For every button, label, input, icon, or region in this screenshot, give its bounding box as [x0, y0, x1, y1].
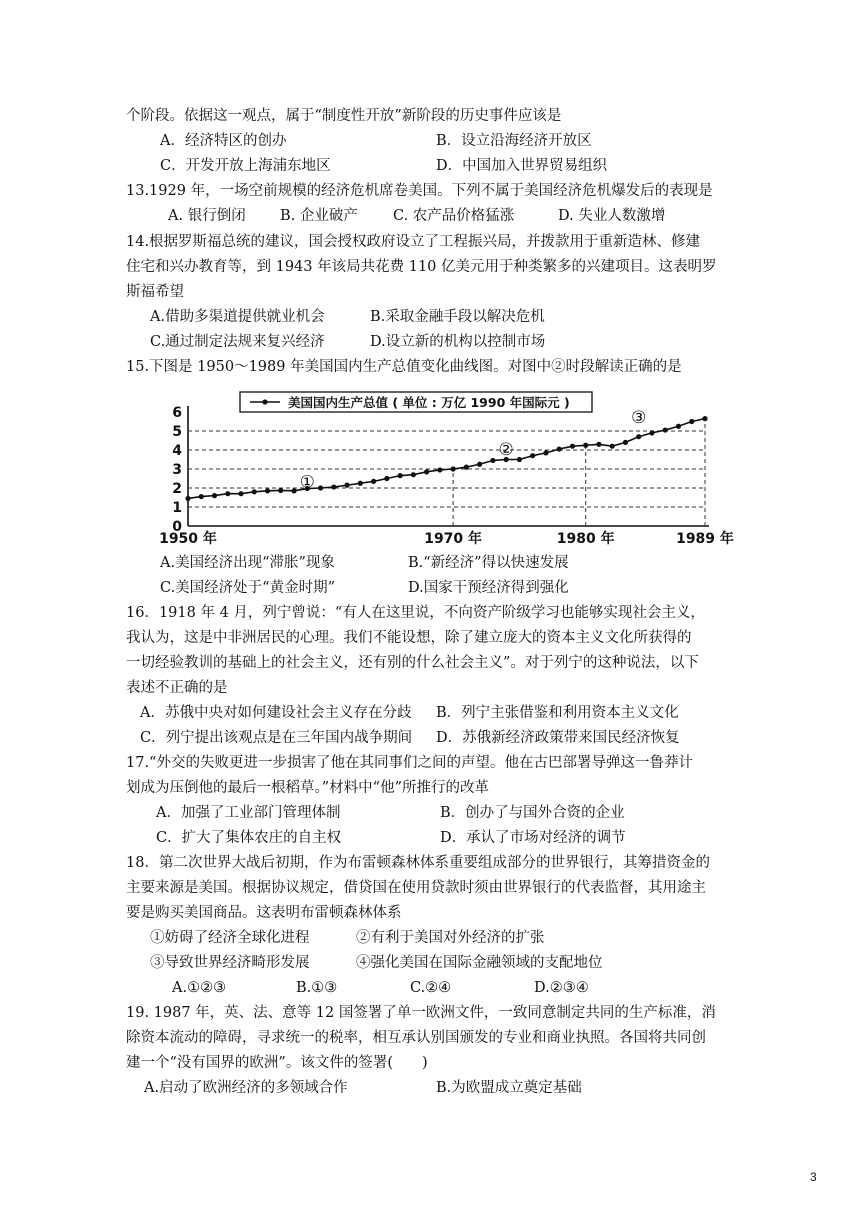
legend-point-sample	[262, 399, 267, 404]
y-tick-label: 4	[172, 443, 182, 459]
q14-option-d: D.设立新的机构以控制市场	[370, 334, 546, 350]
q18-option-d: D.②③④	[534, 980, 589, 996]
data-point	[318, 485, 323, 490]
data-point	[623, 440, 628, 445]
data-point	[358, 481, 363, 486]
data-point	[689, 419, 694, 424]
q17-stem-line2: 划成为压倒他的最后一根稻草。”材料中“他”所推行的改革	[126, 780, 489, 796]
q16-option-b: B．列宁主张借鉴和利用资本主义文化	[436, 705, 679, 721]
data-point	[464, 465, 469, 470]
q15-option-c: C.美国经济处于“黄金时期”	[160, 580, 336, 596]
x-tick-label: 1950 年	[159, 531, 217, 547]
x-tick-label: 1970 年	[424, 531, 483, 547]
q13-option-d: D. 失业人数激增	[558, 208, 666, 224]
data-point	[398, 473, 403, 478]
q13-option-a: A. 银行倒闭	[168, 208, 246, 224]
chart-axes	[159, 405, 734, 547]
y-tick-label: 3	[172, 462, 182, 478]
data-point	[543, 450, 548, 455]
y-tick-label: 1	[172, 500, 182, 516]
q17-option-a: A．加强了工业部门管理体制	[156, 805, 341, 821]
q17-option-d: D．承认了市场对经济的调节	[440, 830, 626, 846]
data-point	[265, 488, 270, 493]
q19-stem-line1: 19. 1987 年，英、法、意等 12 国签署了单一欧洲文件，一致同意制定共同的生产标准，消	[126, 1005, 716, 1021]
q16-stem-line4: 表述不正确的是	[126, 680, 228, 696]
q18-option-a: A.①②③	[172, 980, 227, 996]
data-point	[702, 416, 707, 421]
x-tick-label: 1980 年	[556, 531, 615, 547]
data-point	[596, 442, 601, 447]
q16-option-d: D．苏俄新经济政策带来国民经济恢复	[436, 730, 680, 746]
data-point	[212, 493, 217, 498]
data-point	[411, 472, 416, 477]
q17-option-c: C．扩大了集体农庄的自主权	[156, 830, 342, 846]
q19-stem-line3: 建一个“没有国界的欧洲”。该文件的签署( )	[126, 1055, 428, 1071]
q16-stem-line2: 我认为，这是中非洲居民的心理。我们不能设想，除了建立庞大的资本主义文化所获得的	[126, 630, 692, 646]
q14-option-a: A.借助多渠道提供就业机会	[150, 309, 325, 325]
x-tick-label: 1989 年	[676, 531, 734, 547]
data-point	[517, 457, 522, 462]
data-point	[676, 424, 681, 429]
q12-option-c: C．开发开放上海浦东地区	[160, 158, 331, 174]
data-point	[451, 466, 456, 471]
q18-statement-4: ④强化美国在国际金融领域的支配地位	[356, 955, 603, 971]
q16-stem-line1: 16．1918 年 4 月，列宁曾说：“有人在这里说，不向资产阶级学习也能够实现社会主义，	[126, 605, 705, 621]
q15-option-b: B.“新经济”得以快速发展	[408, 555, 569, 571]
page-number: 3	[810, 1170, 817, 1184]
period-marker: ③	[631, 407, 647, 428]
q16-option-c: C．列宁提出该观点是在三年国内战争期间	[140, 730, 413, 746]
q16-option-a: A．苏俄中央对如何建设社会主义存在分歧	[140, 705, 412, 721]
q14-option-b: B.采取金融手段以解决危机	[370, 309, 545, 325]
q19-stem-line2: 除资本流动的障碍，寻求统一的税率，相互承认别国颁发的专业和商业执照。各国将共同创	[126, 1030, 706, 1046]
gdp-line-chart	[150, 386, 750, 550]
chart-guides	[188, 419, 705, 526]
q15-stem: 15.下图是 1950～1989 年美国国内生产总值变化曲线图。对图中②时段解读正确的是	[126, 359, 682, 375]
data-point	[490, 458, 495, 463]
data-point	[530, 453, 535, 458]
q12-option-a: A．经济特区的创办	[160, 133, 287, 149]
data-point	[424, 469, 429, 474]
q13-option-c: C. 农产品价格猛涨	[393, 208, 515, 224]
y-tick-label: 0	[172, 519, 182, 535]
y-tick-label: 5	[172, 424, 182, 440]
q13-option-b: B. 企业破产	[280, 208, 358, 224]
q19-option-a: A.启动了欧洲经济的多领域合作	[144, 1080, 348, 1096]
data-point	[477, 462, 482, 467]
q17-stem-line1: 17.“外交的失败更进一步损害了他在其同事们之间的声望。他在古巴部署导弹这一鲁莽计	[126, 755, 693, 771]
q12-option-b: B．设立沿海经济开放区	[436, 133, 592, 149]
q14-stem-line1: 14.根据罗斯福总统的建议，国会授权政府设立了工程振兴局，并拨款用于重新造林、修建	[126, 234, 701, 250]
chart-series	[185, 408, 707, 501]
chart-legend	[240, 392, 592, 412]
data-point	[344, 483, 349, 488]
data-point	[252, 489, 257, 494]
q12-option-d: D．中国加入世界贸易组织	[436, 158, 608, 174]
data-point	[437, 467, 442, 472]
data-point	[649, 430, 654, 435]
q18-option-c: C.②④	[410, 980, 452, 996]
q12-stem: 个阶段。依据这一观点，属于“制度性开放”新阶段的历史事件应该是	[126, 108, 562, 124]
data-point	[663, 427, 668, 432]
data-point	[384, 476, 389, 481]
data-point	[225, 491, 230, 496]
data-point	[371, 479, 376, 484]
data-point	[583, 443, 588, 448]
q18-stem-line2: 主要来源是美国。根据协议规定，借贷国在使用贷款时须由世界银行的代表监督，其用途主	[126, 880, 706, 896]
q14-stem-line3: 斯福希望	[126, 284, 184, 300]
q17-option-b: B．创办了与国外合资的企业	[440, 805, 625, 821]
q18-stem-line3: 要是购买美国商品。这表明布雷顿森林体系	[126, 905, 402, 921]
data-point	[238, 491, 243, 496]
q18-stem-line1: 18．第二次世界大战后初期，作为布雷顿森林体系重要组成部分的世界银行，其筹措资金的	[126, 855, 710, 871]
data-point	[557, 446, 562, 451]
q18-statement-3: ③导致世界经济畸形发展	[150, 955, 310, 971]
data-point	[610, 444, 615, 449]
data-point	[636, 434, 641, 439]
q15-option-a: A.美国经济出现“滞胀”现象	[160, 555, 335, 571]
data-point	[291, 488, 296, 493]
legend-label: 美国国内生产总值 ( 单位 : 万亿 1990 年国际元 )	[288, 395, 570, 410]
q18-statement-2: ②有利于美国对外经济的扩张	[356, 930, 545, 946]
q19-option-b: B.为欧盟成立奠定基础	[436, 1080, 582, 1096]
data-point	[199, 494, 204, 499]
period-marker: ②	[498, 440, 514, 461]
q18-option-b: B.①③	[296, 980, 338, 996]
data-point	[185, 496, 190, 501]
q18-statement-1: ①妨碍了经济全球化进程	[150, 930, 310, 946]
q14-stem-line2: 住宅和兴办教育等，到 1943 年该局共花费 110 亿美元用于种类繁多的兴建项目。这表明罗	[126, 259, 717, 275]
y-tick-label: 6	[172, 405, 182, 421]
q16-stem-line3: 一切经验教训的基础上的社会主义，还有别的什么社会主义”。对于列宁的这种说法，以下	[126, 655, 699, 671]
q15-option-d: D.国家干预经济得到强化	[408, 580, 569, 596]
y-tick-label: 2	[172, 481, 182, 497]
q13-stem: 13.1929 年，一场空前规模的经济危机席卷美国。下列不属于美国经济危机爆发后的表现是	[126, 183, 713, 199]
data-point	[570, 444, 575, 449]
data-point	[331, 484, 336, 489]
period-marker: ①	[299, 472, 315, 493]
q14-option-c: C.通过制定法规来复兴经济	[150, 334, 325, 350]
data-point	[278, 488, 283, 493]
